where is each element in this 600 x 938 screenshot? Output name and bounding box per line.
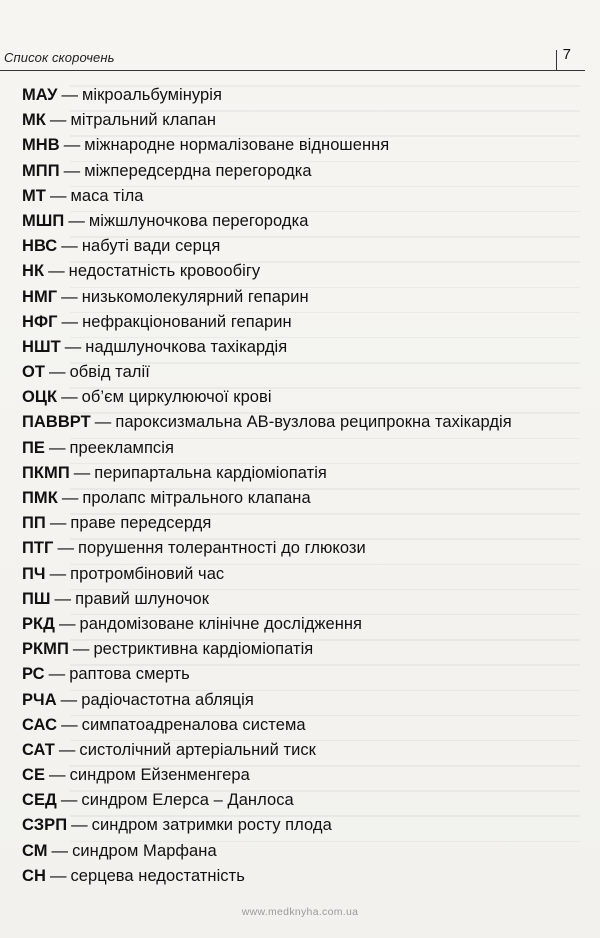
entry-separator: —	[49, 866, 67, 885]
abbreviation-entry	[22, 410, 587, 435]
abbreviation-definition: синдром Марфана	[72, 841, 217, 860]
abbreviation-entry	[22, 511, 587, 536]
abbreviation-term: МТ	[22, 186, 46, 205]
abbreviation-term: СН	[22, 866, 46, 885]
abbreviation-entry	[22, 738, 587, 763]
entry-separator: —	[71, 816, 88, 835]
entry-separator: —	[58, 614, 76, 633]
abbreviation-entry	[22, 713, 587, 738]
abbreviation-entry	[22, 159, 587, 184]
entry-separator: —	[68, 211, 85, 230]
abbreviation-definition: перипартальна кардіоміопатія	[94, 463, 327, 482]
abbreviation-term: РКМП	[22, 640, 69, 659]
entry-separator: —	[49, 766, 66, 785]
abbreviation-definition: маса тіла	[70, 186, 144, 205]
abbreviation-term: МНВ	[22, 136, 60, 155]
abbreviation-definition: радіочастотна абляція	[81, 690, 254, 709]
abbreviation-definition: мітральний клапан	[70, 111, 217, 130]
entry-separator: —	[61, 715, 78, 734]
abbreviation-definition: синдром Елерса – Данлоса	[81, 791, 294, 810]
abbreviation-term: ОТ	[22, 363, 46, 382]
entry-separator: —	[63, 161, 81, 180]
abbreviation-definition: пароксизмальна АВ-вузлова реципрокна тахікардія	[115, 413, 512, 432]
header-rule-vertical	[556, 50, 557, 70]
abbreviation-entry	[22, 335, 587, 360]
abbreviation-term: НФГ	[22, 312, 58, 331]
abbreviation-definition: низькомолекулярний гепарин	[81, 287, 309, 306]
entry-separator: —	[51, 841, 69, 860]
abbreviation-term: МПП	[22, 161, 60, 180]
header-rule	[0, 70, 585, 71]
entry-separator: —	[48, 665, 66, 684]
abbreviation-definition: протромбіновий час	[70, 564, 225, 583]
entry-separator: —	[49, 514, 67, 533]
entry-separator: —	[49, 564, 67, 583]
entry-separator: —	[61, 86, 79, 104]
abbreviation-definition: серцева недостатність	[70, 866, 245, 885]
entry-separator: —	[49, 363, 66, 382]
abbreviation-entry	[22, 310, 587, 335]
abbreviation-entry	[22, 662, 587, 687]
entry-separator: —	[94, 413, 112, 432]
abbreviation-entry	[22, 209, 587, 234]
abbreviation-term: МК	[22, 111, 46, 130]
abbreviation-entry	[22, 788, 587, 813]
entry-separator: —	[72, 640, 90, 659]
entry-separator: —	[60, 690, 78, 709]
abbreviation-term: ПШ	[22, 589, 51, 608]
abbreviation-term: РКД	[22, 614, 55, 633]
abbreviation-entry	[22, 486, 587, 511]
entry-separator: —	[73, 463, 91, 482]
abbreviation-definition: прееклампсія	[69, 438, 174, 457]
abbreviation-definition: рандомізоване клінічне дослідження	[79, 614, 363, 633]
abbreviation-term: СМ	[22, 841, 48, 860]
entry-separator: —	[61, 312, 79, 331]
abbreviation-term: ПКМП	[22, 463, 70, 482]
abbreviation-definition: набуті вади серця	[81, 237, 221, 256]
running-header	[0, 44, 585, 70]
abbreviation-definition: об’єм циркулюючої крові	[81, 388, 272, 407]
abbreviation-term: САТ	[22, 740, 55, 759]
abbreviation-term: ПЧ	[22, 564, 46, 583]
abbreviation-entry	[22, 562, 587, 587]
abbreviation-entry	[22, 763, 587, 788]
abbreviation-term: НВС	[22, 237, 58, 256]
abbreviation-definition: нефракціонований гепарин	[82, 312, 292, 331]
entry-separator: —	[48, 438, 66, 457]
abbreviation-entry	[22, 587, 587, 612]
abbreviation-entry	[22, 83, 587, 108]
entry-separator: —	[60, 791, 78, 810]
abbreviation-entry	[22, 461, 587, 486]
entry-separator: —	[54, 589, 72, 608]
abbreviation-term: ПТГ	[22, 539, 54, 558]
abbreviation-term: НМГ	[22, 287, 58, 306]
abbreviation-entry	[22, 385, 587, 410]
abbreviation-definition: синдром затримки росту плода	[91, 816, 332, 835]
abbreviation-definition: недостатність кровообігу	[68, 262, 261, 281]
abbreviation-definition: мікроальбумінурія	[82, 86, 222, 104]
entry-separator: —	[61, 287, 78, 306]
abbreviation-term: РЧА	[22, 690, 57, 709]
abbreviation-entry	[22, 285, 587, 310]
abbreviation-definition: синдром Ейзенменгера	[69, 766, 250, 785]
abbreviation-term: ОЦК	[22, 388, 58, 407]
abbreviation-definition: систолічний артеріальний тиск	[79, 740, 316, 759]
abbreviation-definition: міжпередсердна перегородка	[84, 161, 312, 180]
entry-separator: —	[64, 337, 82, 356]
abbreviation-entry	[22, 234, 587, 259]
abbreviation-definition: пролапс мітрального клапана	[82, 489, 311, 507]
abbreviation-entry	[22, 839, 587, 864]
entry-separator: —	[63, 136, 81, 155]
entry-separator: —	[58, 740, 76, 759]
abbreviation-entry	[22, 133, 587, 158]
entry-separator: —	[49, 111, 67, 130]
abbreviation-entry	[22, 360, 587, 385]
entry-separator: —	[57, 539, 75, 558]
abbreviation-definition: правий шлуночок	[75, 589, 209, 608]
abbreviation-term: ПАВВРТ	[22, 413, 91, 432]
abbreviation-definition: раптова смерть	[69, 665, 190, 684]
abbreviation-definition: симпатоадреналова система	[81, 715, 306, 734]
abbreviation-term: ПМК	[22, 489, 58, 507]
abbreviation-term: СЕД	[22, 791, 57, 810]
abbreviation-entry	[22, 637, 587, 662]
abbreviation-term: САС	[22, 715, 58, 734]
abbreviation-definition: порушення толерантності до глюкози	[78, 539, 366, 558]
abbreviation-term: МАУ	[22, 86, 58, 104]
abbreviation-definition: обвід талії	[69, 363, 150, 382]
entry-separator: —	[61, 388, 78, 407]
abbreviation-term: РС	[22, 665, 45, 684]
running-header-title: Список скорочень	[4, 50, 115, 65]
abbreviation-definition: надшлуночкова тахікардія	[85, 337, 288, 356]
abbreviation-term: МШП	[22, 211, 65, 230]
entry-separator: —	[48, 262, 65, 281]
abbreviation-definition: праве передсердя	[70, 514, 212, 533]
abbreviation-entry	[22, 536, 587, 561]
abbreviation-term: СЗРП	[22, 816, 68, 835]
abbreviation-entry	[22, 864, 587, 889]
abbreviation-term: СЕ	[22, 766, 46, 785]
abbreviation-entry	[22, 813, 587, 838]
abbreviation-entry	[22, 184, 587, 209]
abbreviation-entry	[22, 259, 587, 284]
abbreviation-entry	[22, 436, 587, 461]
entry-separator: —	[61, 489, 79, 507]
entry-separator: —	[61, 237, 78, 256]
abbreviation-definition: міжнародне нормалізоване відношення	[84, 136, 390, 155]
entry-separator: —	[49, 186, 67, 205]
abbreviation-term: НШТ	[22, 337, 61, 356]
abbreviation-entry	[22, 688, 587, 713]
abbreviation-entry	[22, 612, 587, 637]
abbreviation-definition: рестриктивна кардіоміопатія	[93, 640, 314, 659]
abbreviation-entry	[22, 108, 587, 133]
abbreviation-definition: міжшлуночкова перегородка	[88, 211, 309, 230]
page-number: 7	[562, 46, 571, 63]
abbreviation-term: ПЕ	[22, 438, 45, 457]
abbreviation-term: НК	[22, 262, 45, 281]
footer-url: www.medknyha.com.ua	[241, 906, 359, 918]
abbreviation-list	[22, 83, 587, 889]
abbreviation-term: ПП	[22, 514, 46, 533]
